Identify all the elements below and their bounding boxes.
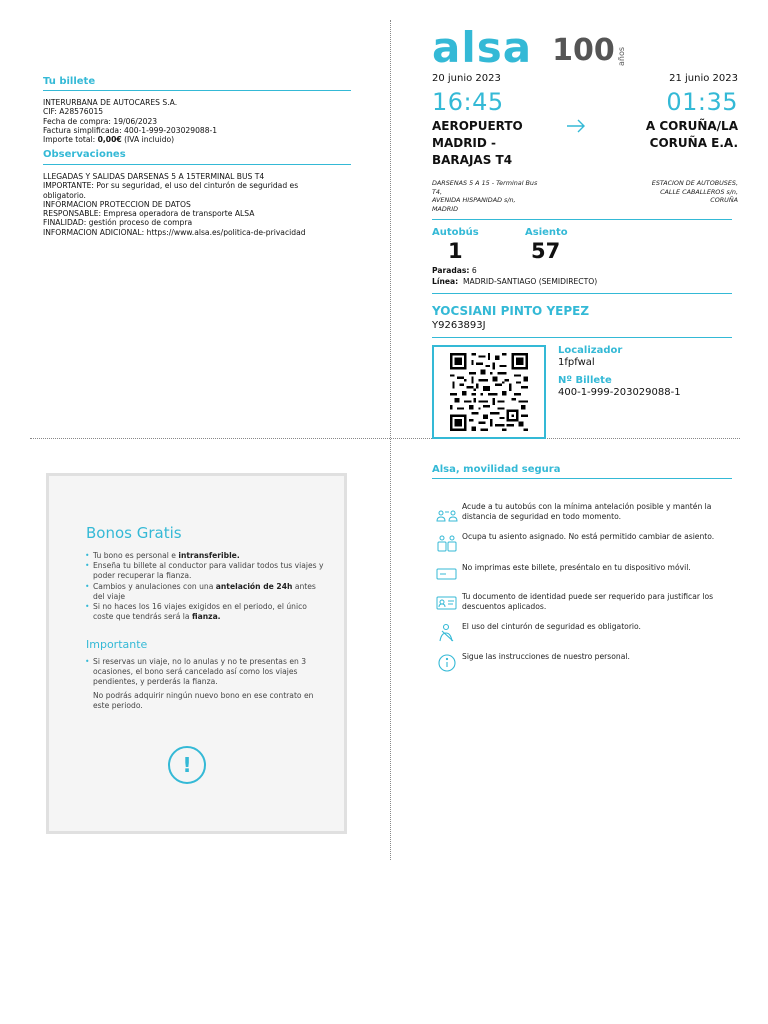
bonos-list xyxy=(85,551,325,622)
passenger-name: YOCSIANI PINTO YEPEZ xyxy=(432,304,590,318)
arrival-address xyxy=(598,179,738,205)
trip-rule xyxy=(432,219,732,220)
arrival-address-line: ESTACION DE AUTOBUSES, xyxy=(651,179,738,187)
tip-text: No imprimas este billete, preséntalo en tu dispositivo móvil. xyxy=(462,563,691,572)
departure-address-line: T4, xyxy=(432,187,443,196)
tip-text: El uso del cinturón de seguridad es obligatorio. xyxy=(462,622,641,631)
brand-anniversary: 100 xyxy=(552,33,615,68)
importe-label: Importe total: xyxy=(43,135,98,145)
ticket-line: CIF: A28576015 xyxy=(43,107,104,117)
autobus-label: Autobús xyxy=(432,227,479,238)
alsa-logo xyxy=(432,23,626,72)
departure-time: 16:45 xyxy=(432,88,504,116)
departure-city xyxy=(432,118,523,169)
linea xyxy=(432,277,597,286)
departure-address-line: MADRID xyxy=(432,204,459,213)
distance-people-icon xyxy=(436,507,458,525)
fold-line-horizontal xyxy=(30,438,740,439)
observaciones-line: IMPORTANTE: Por su seguridad, el uso del cinturón de seguridad es xyxy=(43,181,299,191)
arrival-address-line: CORUÑA xyxy=(710,196,738,204)
departure-date: 20 junio 2023 xyxy=(432,73,501,84)
qr-code-frame xyxy=(432,345,546,439)
arrival-date: 21 junio 2023 xyxy=(669,73,738,84)
ticket-line: INTERURBANA DE AUTOCARES S.A. xyxy=(43,98,178,107)
importante-item: • Si reservas un viaje, no lo anulas y no te presentas en 3 ocasiones, el bono será cancelado así como los viajes pendientes, y perderás la fianza. xyxy=(85,657,307,687)
arrival-city xyxy=(646,118,738,152)
importe-value: 0,00€ xyxy=(97,135,122,145)
ticket-section-title: Tu billete xyxy=(43,76,96,87)
qr-code xyxy=(450,353,528,431)
linea-value: MADRID-SANTIAGO (SEMIDIRECTO) xyxy=(458,277,598,286)
asiento-value: 57 xyxy=(531,239,561,263)
paradas-value: 6 xyxy=(469,266,477,275)
arrival-city-line: A CORUÑA/LA xyxy=(645,119,738,133)
bonos-title: Bonos Gratis xyxy=(86,524,182,542)
tip-text: Ocupa tu asiento asignado. No está permitido cambiar de asiento. xyxy=(462,532,715,541)
paradas xyxy=(432,266,477,275)
observaciones-details xyxy=(43,172,353,237)
ticket-importe xyxy=(43,135,353,144)
observaciones-line: LLEGADAS Y SALIDAS DARSENAS 5 A 15TERMINAL BUS T4 xyxy=(43,172,265,181)
tip-text: Tu documento de identidad puede ser requerido para justificar los descuentos aplicados. xyxy=(462,592,714,611)
ticket-details xyxy=(43,98,353,144)
passenger-rule xyxy=(432,337,732,338)
observaciones-line: INFORMACION ADICIONAL: https://www.alsa.es/politica-de-privacidad xyxy=(43,227,306,237)
importante-note: No podrás adquirir ningún nuevo bono en ese contrato en este periodo. xyxy=(93,690,314,710)
localizador-value: 1fpfwal xyxy=(558,357,595,368)
bonos-item: • Tu bono es personal e intransferible. xyxy=(85,551,240,560)
observaciones-line: RESPONSABLE: Empresa operadora de transporte ALSA xyxy=(43,209,255,219)
billete-label: Nº Billete xyxy=(558,375,612,386)
tip-text: Sigue las instrucciones de nuestro personal. xyxy=(462,652,630,661)
arrow-right-icon xyxy=(566,118,586,139)
tip-text: Acude a tu autobús con la mínima antelación posible y mantén la distancia de seguridad en todo momento. xyxy=(462,502,712,521)
departure-address-line: DARSENAS 5 A 15 - Terminal Bus xyxy=(432,179,538,187)
departure-address xyxy=(432,179,557,213)
bonos-item: • Si no haces los 16 viajes exigidos en el periodo, el único coste que tendrás será la fianza. xyxy=(85,602,307,622)
departure-city-line: MADRID - xyxy=(432,136,497,150)
assigned-seat-icon xyxy=(436,534,458,552)
billete-value: 400-1-999-203029088-1 xyxy=(558,387,681,398)
movilidad-title: Alsa, movilidad segura xyxy=(432,464,561,475)
id-card-icon xyxy=(436,594,458,612)
passenger-document: Y9263893J xyxy=(432,320,486,331)
departure-address-line: AVENIDA HISPANIDAD s/n, xyxy=(432,196,516,204)
bonos-item: • Enseña tu billete al conductor para validar todos tus viajes y poder recuperar la fianza. xyxy=(85,561,324,581)
seatbelt-icon xyxy=(436,624,458,642)
importante-list xyxy=(85,657,325,711)
importante-title: Importante xyxy=(86,638,148,651)
bonos-item: • Cambios y anulaciones con una antelación de 24h antes del viaje xyxy=(85,581,316,601)
paradas-label: Paradas: xyxy=(432,266,470,275)
fold-line-vertical xyxy=(390,20,391,860)
ticket-line: Fecha de compra: 19/06/2023 xyxy=(43,116,158,126)
observaciones-line: INFORMACION PROTECCION DE DATOS xyxy=(43,199,191,209)
movilidad-rule xyxy=(432,478,732,479)
brand-anos: años xyxy=(616,46,626,66)
importe-suffix: (IVA incluido) xyxy=(121,135,175,145)
bus-rule xyxy=(432,293,732,294)
ticket-line: Factura simplificada: 400-1-999-203029088-1 xyxy=(43,125,218,135)
departure-city-line: BARAJAS T4 xyxy=(432,153,513,167)
mobile-ticket-icon xyxy=(436,565,458,583)
info-icon xyxy=(436,654,458,672)
exclamation-circle-icon: ! xyxy=(168,746,206,784)
observaciones-line: obligatorio. xyxy=(43,190,86,200)
arrival-time: 01:35 xyxy=(666,88,738,116)
localizador-label: Localizador xyxy=(558,345,623,356)
autobus-value: 1 xyxy=(448,239,463,263)
ticket-section-rule xyxy=(43,90,351,91)
observaciones-section-title: Observaciones xyxy=(43,149,126,160)
observaciones-line: FINALIDAD: gestión proceso de compra xyxy=(43,218,193,228)
arrival-address-line: CALLE CABALLEROS s/n, xyxy=(660,187,738,196)
linea-label: Línea: xyxy=(432,277,459,286)
brand-name: alsa xyxy=(432,23,533,72)
departure-city-line: AEROPUERTO xyxy=(432,119,523,133)
observaciones-section-rule xyxy=(43,164,351,165)
bonos-card xyxy=(46,473,347,834)
asiento-label: Asiento xyxy=(525,227,568,238)
arrival-city-line: CORUÑA E.A. xyxy=(649,136,738,150)
